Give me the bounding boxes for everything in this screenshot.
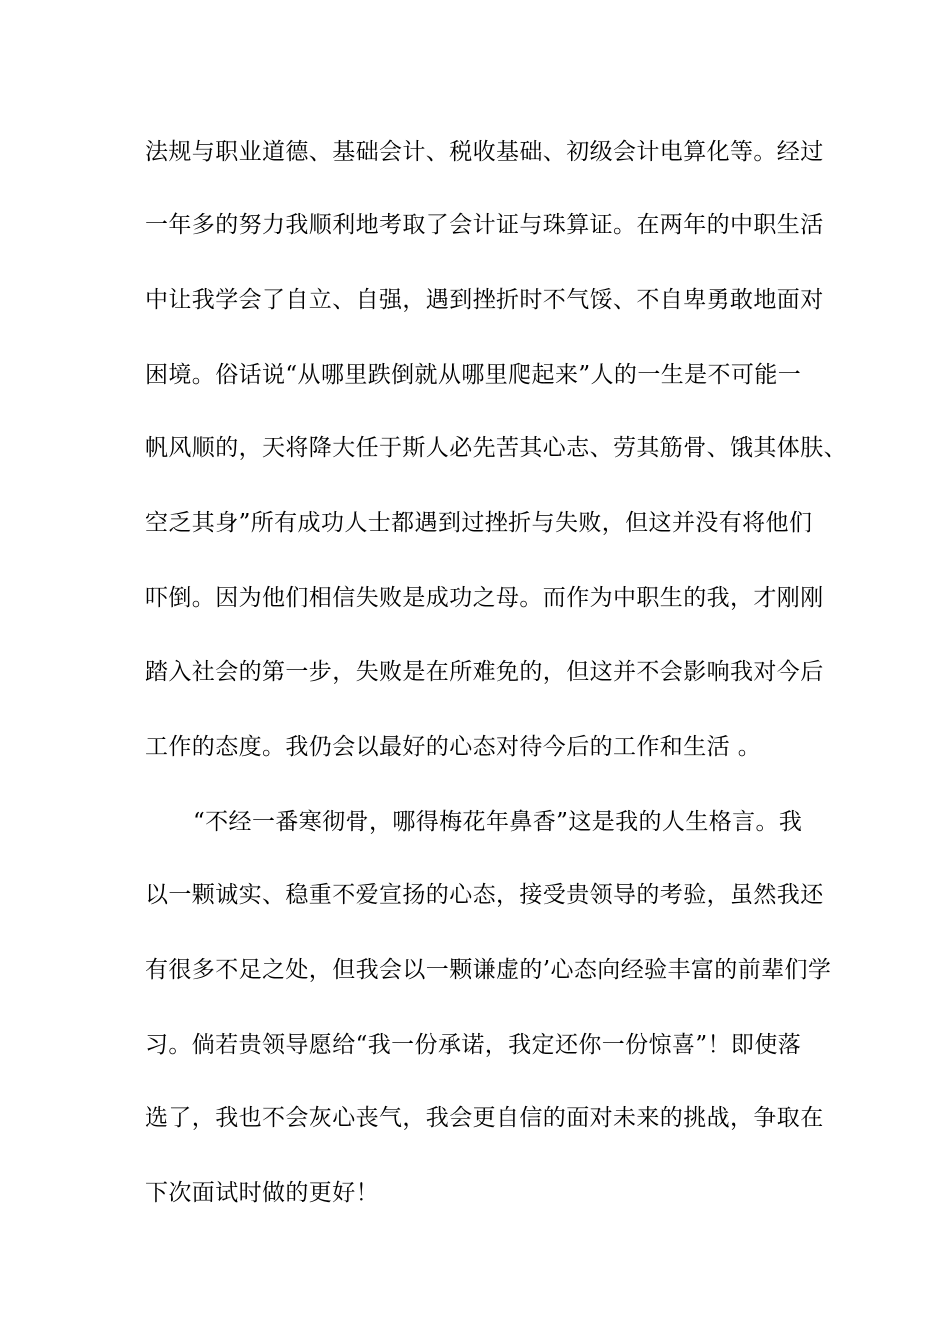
text-line: 下次面试时做的更好！ xyxy=(145,1180,379,1206)
text-line: 空乏其身”所有成功人士都遇到过挫折与失败，但这并没有将他们 xyxy=(145,510,813,536)
text-line: 踏入社会的第一步，失败是在所难免的，但这并不会影响我对今后 xyxy=(145,659,824,685)
text-line: 一年多的努力我顺利地考取了会计证与珠算证。在两年的中职生活 xyxy=(145,212,824,238)
text-line: 法规与职业道德、基础会计、税收基础、初级会计电算化等。经过 xyxy=(145,139,824,165)
text-line: “不经一番寒彻骨，哪得梅花年鼻香”这是我的人生格言。我 xyxy=(193,809,803,835)
text-line: 困境。俗话说“从哪里跌倒就从哪里爬起来”人的一生是不可能一 xyxy=(145,362,802,388)
text-line: 工作的态度。我仍会以最好的心态对待今后的工作和生活 。 xyxy=(145,734,762,760)
text-line: 以一颗诚实、稳重不爱宣扬的心态，接受贵领导的考验，虽然我还 xyxy=(145,882,824,908)
text-line: 习。倘若贵领导愿给“我一份承诺，我定还你一份惊喜”！即使落 xyxy=(145,1032,802,1058)
text-line: 选了，我也不会灰心丧气，我会更自信的面对未来的挑战，争取在 xyxy=(145,1105,824,1131)
text-line: 中让我学会了自立、自强，遇到挫折时不气馁、不自卑勇敢地面对 xyxy=(145,287,824,313)
text-line: 吓倒。因为他们相信失败是成功之母。而作为中职生的我，才刚刚 xyxy=(145,585,824,611)
text-line: 帆风顺的，天将降大任于斯人必先苦其心志、劳其筋骨、饿其体肤、 xyxy=(145,435,847,461)
text-line: 有很多不足之处，但我会以一颗谦虚的’心态向经验丰富的前辈们学 xyxy=(145,957,832,983)
